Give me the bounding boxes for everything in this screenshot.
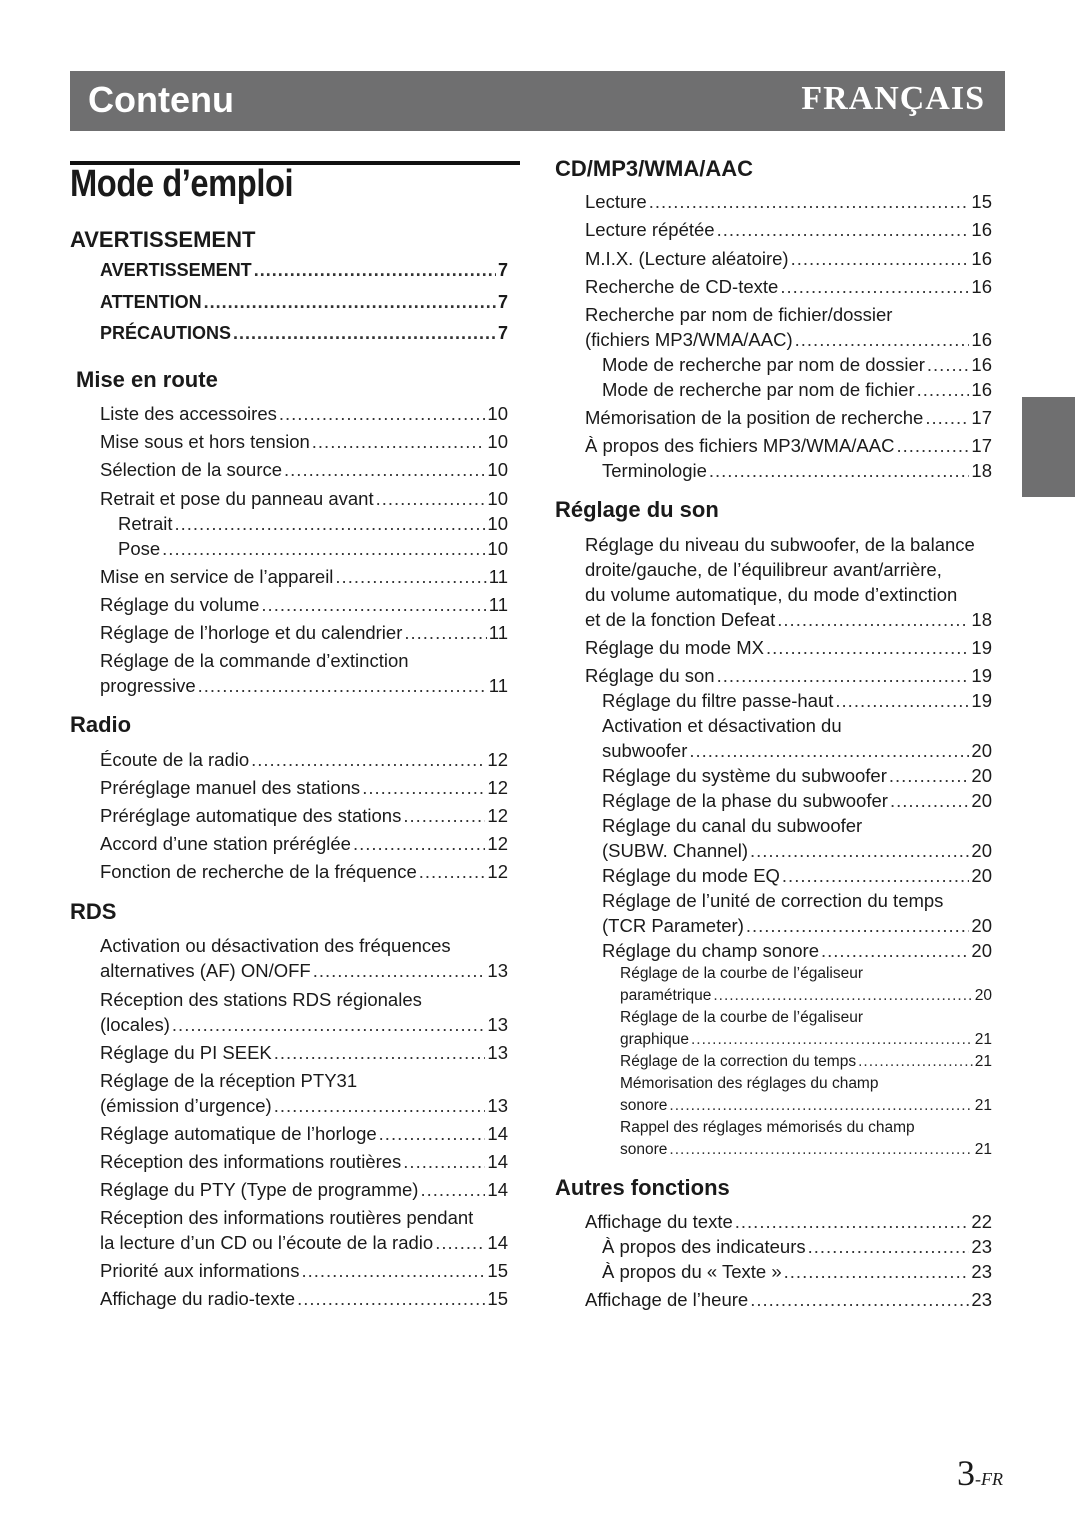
toc-entry[interactable]: À propos des indicateurs ..... 23 [602,1234,992,1259]
toc-entry[interactable]: Mise sous et hors tension ..... 10 [100,429,508,454]
toc-entry[interactable]: (TCR Parameter) ..... 20 [602,913,992,938]
page-title: Contenu [88,79,234,120]
toc-entry-line[interactable]: Activation et désactivation du [602,715,842,736]
toc-entry-line[interactable]: Réglage de l’unité de correction du temps [602,890,944,911]
side-thumb-tab [1022,397,1075,497]
toc-entry[interactable]: Réglage du champ sonore ..... 20 [602,938,992,963]
toc-entry[interactable]: subwoofer ..... 20 [602,738,992,763]
toc-entry[interactable]: Réglage du filtre passe-haut ..... 19 [602,688,992,713]
toc-entry[interactable]: Réglage du volume ..... 11 [100,592,508,617]
toc-entry[interactable]: Mode de recherche par nom de dossier ..... 16 [602,352,992,377]
toc-entry[interactable]: (fichiers MP3/WMA/AAC) ..... 16 [585,327,992,352]
toc-entry-line[interactable]: Activation ou désactivation des fréquences [100,935,451,956]
toc-entry[interactable]: Réglage de l’horloge et du calendrier ..... 11 [100,620,508,645]
toc-entry[interactable]: Écoute de la radio ..... 12 [100,747,508,772]
toc-entry-line[interactable]: Recherche par nom de fichier/dossier [585,304,893,325]
page-number-value: 3 [957,1453,976,1493]
toc-entry-line[interactable]: Réception des stations RDS régionales [100,989,422,1010]
section-heading-autres: Autres fonctions [555,1175,730,1200]
toc-entry[interactable]: Réglage de la correction du temps ..... 21 [620,1051,992,1073]
toc-entry[interactable]: Réglage du système du subwoofer ..... 20 [602,763,992,788]
toc-entry[interactable]: Mise en service de l’appareil ..... 11 [100,564,508,589]
toc-entry-line[interactable]: Mémorisation des réglages du champ [620,1075,879,1092]
page-number [957,1452,1003,1494]
toc-entry[interactable]: alternatives (AF) ON/OFF ..... 13 [100,958,508,983]
toc-entry[interactable]: Réglage du mode MX ..... 19 [585,635,992,660]
toc-entry[interactable]: Liste des accessoires ..... 10 [100,401,508,426]
toc-entry[interactable]: paramétrique ..... 20 [620,985,992,1007]
toc-entry[interactable]: À propos du « Texte » ..... 23 [602,1259,992,1284]
toc-entry[interactable]: Retrait et pose du panneau avant ..... 10 [100,486,508,511]
toc-entry-line[interactable]: Réglage de la commande d’extinction [100,650,409,671]
section-heading-rds: RDS [70,899,117,924]
toc-entry[interactable]: Réglage de la phase du subwoofer ..... 20 [602,788,992,813]
toc-entry[interactable]: Recherche de CD-texte ..... 16 [585,274,992,299]
toc-entry[interactable]: Réglage du PI SEEK ..... 13 [100,1040,508,1065]
toc-entry[interactable]: Préréglage automatique des stations ..... 12 [100,803,508,828]
page-number-suffix: -FR [975,1469,1003,1489]
toc-entry[interactable]: Fonction de recherche de la fréquence ..... 12 [100,859,508,884]
section-heading-mise-en-route: Mise en route [76,367,218,392]
toc-entry[interactable]: et de la fonction Defeat ..... 18 [585,607,992,632]
toc-entry[interactable]: Mémorisation de la position de recherche ..... 17 [585,405,992,430]
toc-entry-line[interactable]: Réglage de la courbe de l’égaliseur [620,1009,863,1026]
toc-entry[interactable]: Pose ..... 10 [118,536,508,561]
section-heading-avertissement: AVERTISSEMENT [70,227,256,252]
toc-entry-line[interactable]: Rappel des réglages mémorisés du champ [620,1119,915,1136]
toc-entry[interactable]: Préréglage manuel des stations ..... 12 [100,775,508,800]
toc-entry-line[interactable]: Réglage de la courbe de l’égaliseur [620,965,863,982]
toc-entry[interactable]: Réglage du son ..... 19 [585,663,992,688]
toc-entry[interactable]: Accord d’une station préréglée ..... 12 [100,831,508,856]
toc-entry[interactable]: sonore ..... 21 [620,1095,992,1117]
toc-entry[interactable]: Terminologie ..... 18 [602,458,992,483]
toc-entry[interactable]: Affichage du radio-texte ..... 15 [100,1286,508,1311]
section-heading-radio: Radio [70,712,132,737]
toc-entry[interactable]: AVERTISSEMENT ..... 7 [100,258,508,283]
toc-entry[interactable]: Retrait ..... 10 [118,511,508,536]
toc-entry[interactable]: Lecture ..... 15 [585,189,992,214]
toc-entry[interactable]: Lecture répétée ..... 16 [585,217,992,242]
toc-entry[interactable]: sonore ..... 21 [620,1139,992,1161]
toc-entry[interactable]: Mode de recherche par nom de fichier ..... 16 [602,377,992,402]
language-label: FRANÇAIS [801,80,985,117]
main-title: Mode d’emploi [70,163,294,205]
toc-entry[interactable]: (locales) ..... 13 [100,1012,508,1037]
toc-entry[interactable]: Affichage du texte ..... 22 [585,1209,992,1234]
toc-entry[interactable]: À propos des fichiers MP3/WMA/AAC ..... 17 [585,433,992,458]
section-heading-cd: CD/MP3/WMA/AAC [555,156,753,181]
section-heading-son: Réglage du son [555,497,719,522]
toc-entry[interactable]: Sélection de la source ..... 10 [100,457,508,482]
toc-entry[interactable]: graphique ..... 21 [620,1029,992,1051]
header-bar [70,71,1005,131]
toc-entry[interactable]: Priorité aux informations ..... 15 [100,1258,508,1283]
toc-entry[interactable]: Réglage du PTY (Type de programme) ..... 14 [100,1177,508,1202]
toc-entry[interactable]: progressive ..... 11 [100,673,508,698]
toc-entry[interactable]: ATTENTION ..... 7 [100,290,508,315]
toc-entry-line[interactable]: Réglage du canal du subwoofer [602,815,863,836]
toc-entry-line[interactable]: du volume automatique, du mode d’extinction [585,584,958,605]
toc-entry[interactable]: Réglage du mode EQ ..... 20 [602,863,992,888]
toc-entry-line[interactable]: Réglage du niveau du subwoofer, de la balance [585,534,975,555]
toc-entry[interactable]: Réception des informations routières ..... 14 [100,1149,508,1174]
toc-entry[interactable]: M.I.X. (Lecture aléatoire) ..... 16 [585,246,992,271]
toc-entry[interactable]: la lecture d’un CD ou l’écoute de la radio ..... 14 [100,1230,508,1255]
toc-entry[interactable]: Réglage automatique de l’horloge ..... 14 [100,1121,508,1146]
toc-entry[interactable]: (émission d’urgence) ..... 13 [100,1093,508,1118]
toc-entry[interactable]: (SUBW. Channel) ..... 20 [602,838,992,863]
toc-entry-line[interactable]: Réception des informations routières pendant [100,1207,474,1228]
toc-entry-line[interactable]: Réglage de la réception PTY31 [100,1070,358,1091]
toc-entry-line[interactable]: droite/gauche, de l’équilibreur avant/arrière, [585,559,942,580]
toc-entry[interactable]: PRÉCAUTIONS ..... 7 [100,321,508,346]
toc-entry[interactable]: Affichage de l’heure ..... 23 [585,1287,992,1312]
